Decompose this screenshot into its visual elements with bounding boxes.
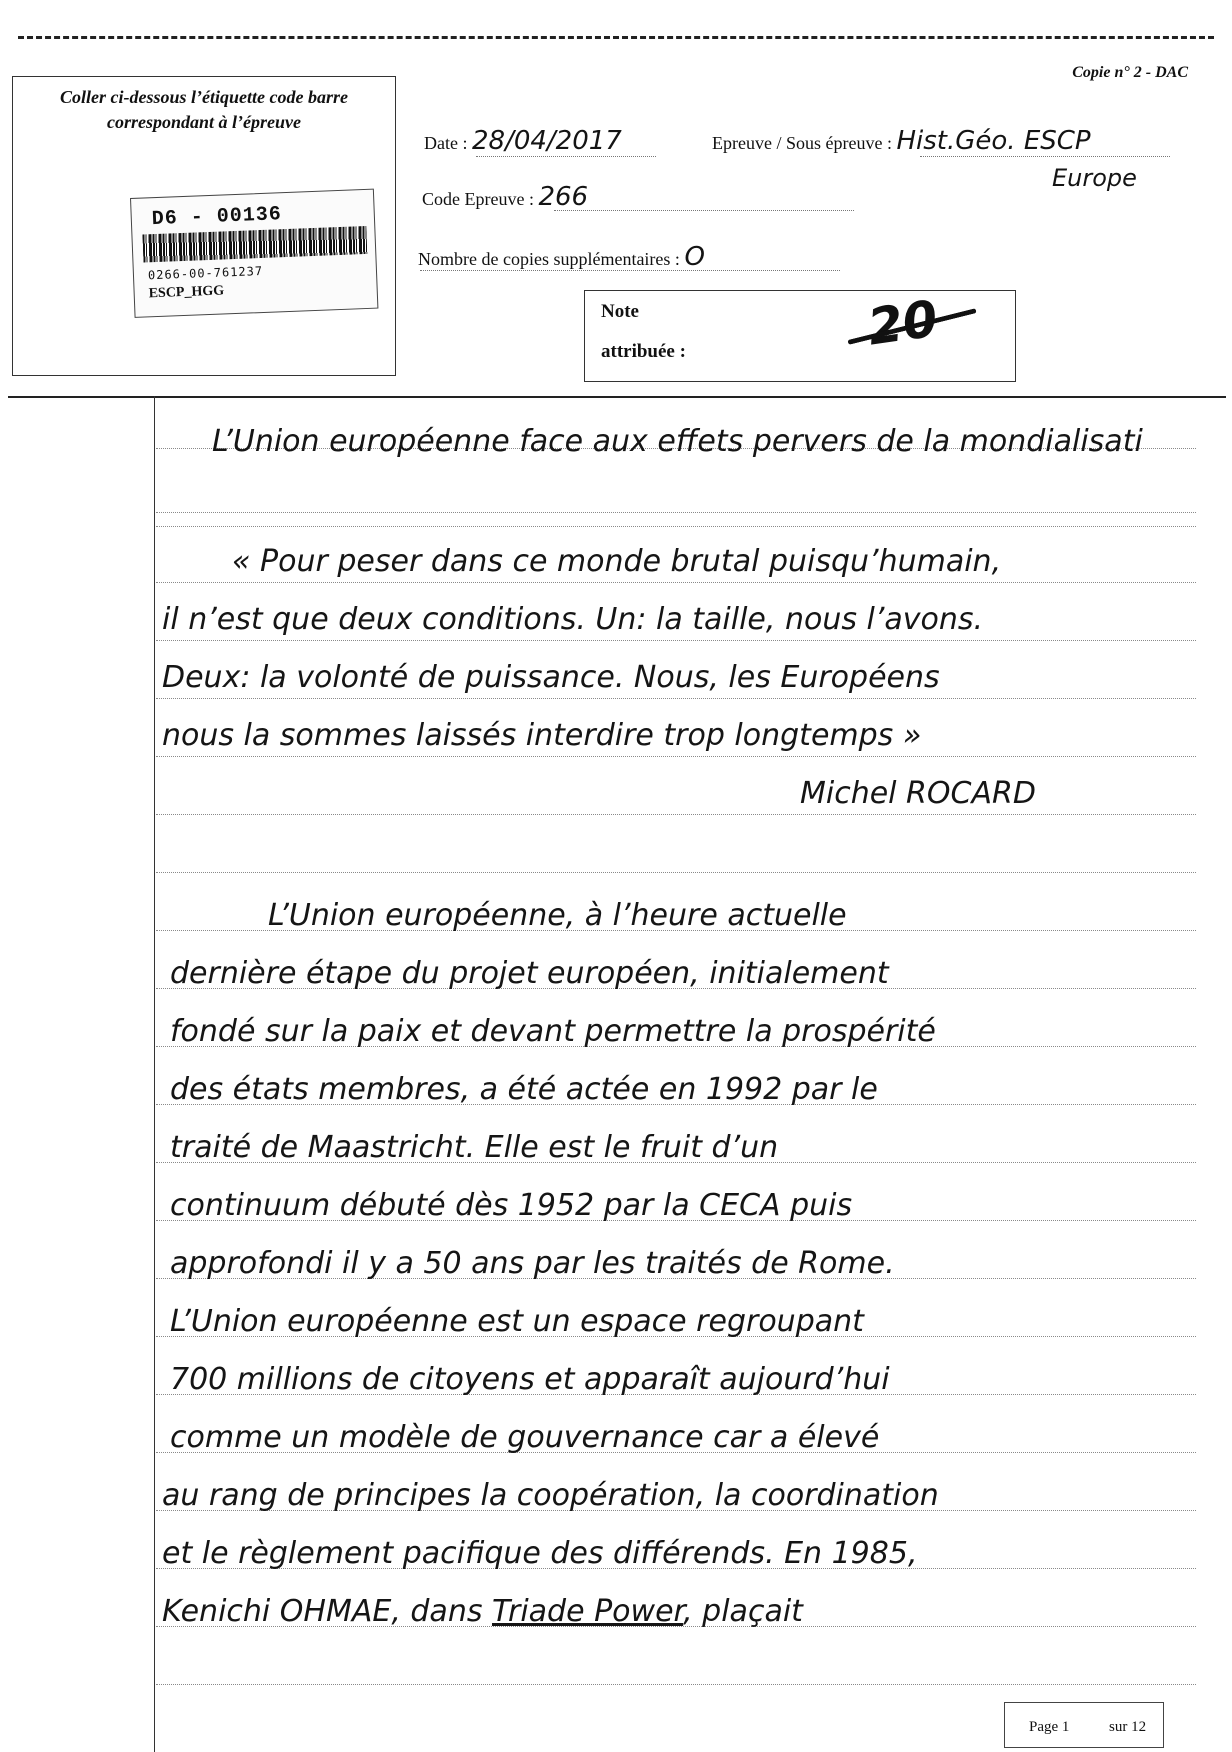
essay-line: comme un modèle de gouvernance car a élevé <box>170 1420 880 1455</box>
quote-author: Michel ROCARD <box>800 776 1036 811</box>
note-attributed-label: attribuée : <box>601 341 686 362</box>
essay-line: il n’est que deux conditions. Un: la taille, nous l’avons. <box>162 602 984 637</box>
page-label: Page 1 <box>1029 1719 1070 1735</box>
book-title: Triade Power <box>492 1594 684 1629</box>
essay-line: continuum débuté dès 1952 par la CECA puis <box>170 1188 853 1223</box>
ruled-line <box>156 526 1196 527</box>
epreuve-value: Hist.Géo. ESCP <box>896 126 1091 156</box>
ruled-line <box>156 582 1196 583</box>
essay-line: des états membres, a été actée en 1992 par le <box>170 1072 878 1107</box>
sticker-code: D6 - 00136 <box>151 203 283 232</box>
essay-text: Kenichi OHMAE, dans <box>162 1594 492 1629</box>
epreuve-label: Epreuve / Sous épreuve : <box>712 133 892 153</box>
margin-line <box>154 396 155 1752</box>
copy-number-text: Copie n° 2 - DAC <box>1072 64 1188 81</box>
label-instruction-line: correspondant à l’épreuve <box>107 112 301 132</box>
copies-value: O <box>684 242 705 272</box>
epreuve-value-2: Europe <box>1052 164 1137 192</box>
essay-line: 700 millions de citoyens et apparaît aujourd’hui <box>170 1362 890 1397</box>
essay-line: dernière étape du projet européen, initialement <box>170 956 889 991</box>
essay-line: nous la sommes laissés interdire trop longtemps » <box>162 718 922 753</box>
date-label: Date : <box>424 133 468 153</box>
page-counter <box>1004 1702 1164 1748</box>
sticker-number: 0266-00-761237 <box>147 263 264 283</box>
ruled-line <box>156 640 1196 641</box>
essay-line: au rang de principes la coopération, la coordination <box>162 1478 939 1513</box>
ruled-line <box>156 512 1196 513</box>
ruled-line <box>156 756 1196 757</box>
essay-line-last <box>162 1594 803 1629</box>
date-value: 28/04/2017 <box>471 126 622 156</box>
essay-line: traité de Maastricht. Elle est le fruit d’un <box>170 1130 779 1165</box>
ruled-line <box>156 698 1196 699</box>
essay-title: L’Union européenne face aux effets pervers de la mondialisati <box>212 424 1143 459</box>
ruled-line <box>156 1684 1196 1685</box>
essay-line: fondé sur la paix et devant permettre la prospérité <box>170 1014 936 1049</box>
essay-line: « Pour peser dans ce monde brutal puisqu’humain, <box>232 544 1002 579</box>
essay-text: , plaçait <box>683 1594 803 1629</box>
essay-line: Deux: la volonté de puissance. Nous, les Européens <box>162 660 940 695</box>
note-label: Note <box>601 301 639 322</box>
grade-value: 20 <box>864 289 942 357</box>
ruled-line <box>156 814 1196 815</box>
essay-line: et le règlement pacifique des différends. En 1985, <box>162 1536 918 1571</box>
essay-line: L’Union européenne est un espace regroupant <box>170 1304 864 1339</box>
label-instruction-line: Coller ci-dessous l’étiquette code barre <box>60 87 348 107</box>
copies-label: Nombre de copies supplémentaires : <box>418 249 680 269</box>
page-total: sur 12 <box>1109 1719 1147 1735</box>
ruled-line <box>156 872 1196 873</box>
essay-line: L’Union européenne, à l’heure actuelle <box>268 898 847 933</box>
sticker-sub: ESCP_HGG <box>148 283 225 302</box>
essay-line: approfondi il y a 50 ans par les traités de Rome. <box>170 1246 895 1281</box>
code-value: 266 <box>538 182 589 212</box>
code-label: Code Epreuve : <box>422 189 534 209</box>
